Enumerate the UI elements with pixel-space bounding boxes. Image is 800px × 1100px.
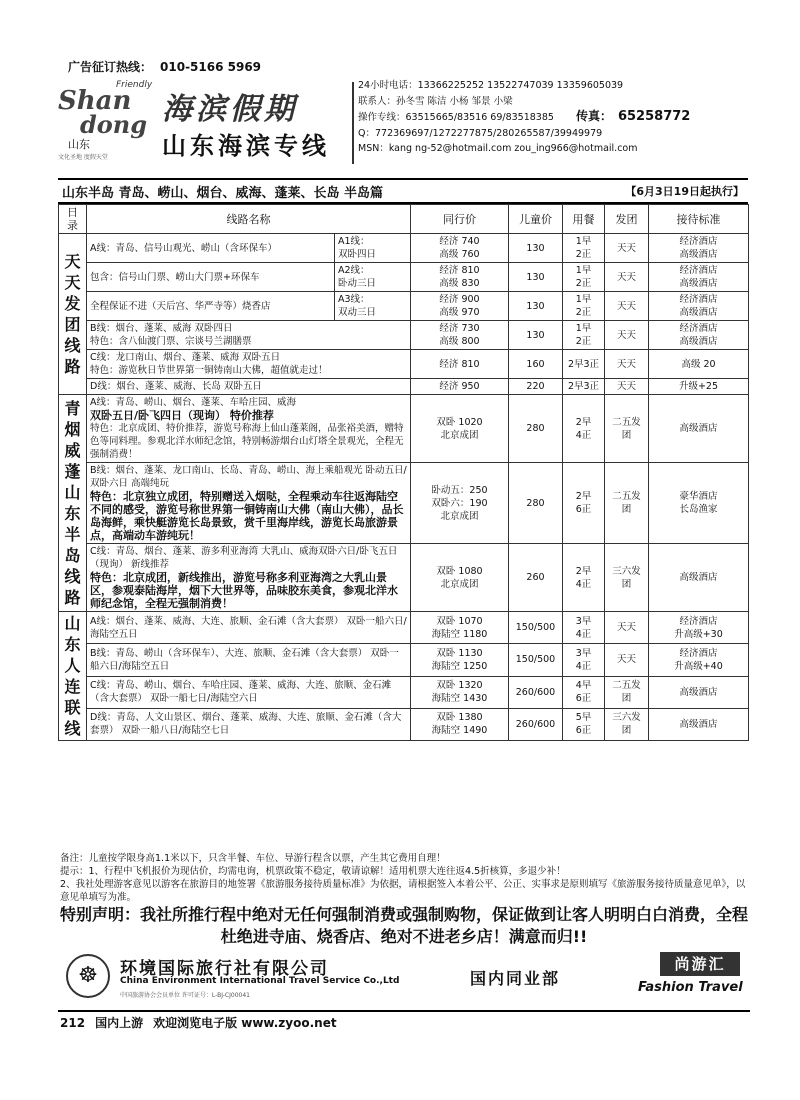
peer-price — [411, 395, 509, 463]
departure: 天天 — [605, 234, 649, 263]
meals-line: 1早 — [575, 323, 592, 334]
footer — [60, 1014, 347, 1031]
accommodation-standard-line: 经济酒店 — [679, 647, 718, 659]
col-header: 线路名称 — [87, 205, 411, 234]
table-header-row — [59, 205, 749, 234]
route-line: B线：烟台、蓬莱、龙口南山、长岛、青岛、崂山、海上乘船观光 卧动五日/双卧六日 高端纯玩 — [90, 465, 407, 489]
accommodation-standard-line: 高级酒店 — [679, 307, 718, 318]
route-line: A线：烟台、蓬莱、威海、大连、旅顺、金石滩（含大套票） 双卧一船六日/海陆空五日 — [90, 615, 407, 640]
peer-price — [411, 612, 509, 644]
departure: 天天 — [605, 644, 649, 676]
route-line: 特色：北京成团、特价推荐，游览号称海上仙山蓬莱阁，品张裕美酒，赠特色等同料理。参观北洋水师纪念馆，特别畅游烟台山灯塔全景观光，全程无强制消费！ — [90, 423, 404, 460]
peer-price-line: 高级 800 — [439, 336, 480, 347]
meals-line: 2早 — [575, 565, 592, 577]
route-line: 特色：北京独立成团，特别赠送入烟哒，全程乘动车往返海陆空不同的感受，游览号称世界第一铜铸南山大佛（南山大佛），品长岛海鲜，乘快艇游览长岛景致，赏千里海岸线，游览长岛旅游景点，高端动车游纯玩！ — [90, 490, 404, 542]
route-line: 全程保证不进（天后宫、华严寺等）烧香店 — [90, 300, 271, 312]
departure: 三六发团 — [605, 708, 649, 740]
accommodation-standard-line: 经济酒店 — [679, 236, 718, 247]
meals-line: 2正 — [575, 336, 592, 347]
group-name: 青烟威蓬山东半岛线路 — [59, 395, 87, 612]
route-line: C线：青岛、烟台、蓬莱、游多利亚海湾 大乳山、威海双卧六日/卧飞五日（现询） 新线推荐 — [90, 546, 398, 570]
note-line: 提示：1、行程中飞机报价为现估价，均需电询，机票政策不稳定，敬请谅解！适用机票大连往返4.5折核算，多退少补！ — [60, 866, 566, 877]
peer-price — [411, 644, 509, 676]
route-line: C线：龙口南山、烟台、蓬莱、威海 双卧五日 — [90, 352, 281, 363]
ad-hotline-phone: 010-5166 5969 — [160, 60, 262, 74]
meals-line: 4早 — [575, 680, 592, 692]
variant-line: 双卧四日 — [338, 249, 377, 260]
meals-line: 3早 — [575, 647, 592, 659]
peer-price-line: 北京成团 — [440, 429, 479, 441]
group-name: 山东人连联线 — [59, 612, 87, 741]
ad-hotline-label: 广告征订热线： — [68, 60, 153, 74]
peer-price — [411, 708, 509, 740]
accommodation-standard — [649, 234, 749, 263]
departure: 天天 — [605, 263, 649, 292]
col-header: 日录 — [59, 205, 87, 234]
route-description — [87, 350, 411, 379]
variant-line: 卧动三日 — [338, 278, 377, 289]
col-header: 接待标准 — [649, 205, 749, 234]
route-description — [87, 321, 411, 350]
peer-price — [411, 292, 509, 321]
meals-line: 1早 — [575, 294, 592, 305]
route-variant — [335, 234, 411, 263]
meals-line: 2正 — [575, 307, 592, 318]
agency-name-en: China Environment International Travel Service Co.,Ltd — [120, 976, 400, 986]
peer-price-line: 双卧 1380 — [436, 712, 483, 724]
peer-price — [411, 676, 509, 708]
table-row — [59, 379, 749, 395]
peer-price-line: 经济 730 — [439, 323, 480, 334]
meals — [563, 676, 605, 708]
table-row — [59, 708, 749, 740]
route-description — [87, 676, 411, 708]
route-description — [87, 463, 411, 544]
brand-title: 海滨假期 — [162, 92, 298, 127]
child-price: 130 — [509, 292, 563, 321]
group-name: 天天发团线路 — [59, 234, 87, 395]
logo-shan: Shan — [58, 86, 132, 116]
child-price: 160 — [509, 350, 563, 379]
child-price: 280 — [509, 395, 563, 463]
route-line: B线：烟台、蓬莱、威海 双卧四日 — [90, 323, 233, 334]
fashion-logo-cn: 尚游汇 — [660, 952, 740, 976]
col-header: 儿童价 — [509, 205, 563, 234]
departure: 天天 — [605, 612, 649, 644]
agency-license: 中国旅游协会会员单位 许可证号：L-BJ-CJ00041 — [120, 992, 250, 999]
table-row — [59, 234, 749, 263]
peer-price-line: 北京成团 — [440, 510, 479, 522]
meals-line: 4正 — [575, 429, 592, 441]
peer-price — [411, 350, 509, 379]
meals — [563, 708, 605, 740]
route-line: D线：烟台、蓬莱、威海、长岛 双卧五日 — [90, 381, 262, 392]
meals-line: 1早 — [575, 236, 592, 247]
accommodation-standard — [649, 292, 749, 321]
accommodation-standard-line: 升高级+40 — [674, 660, 723, 672]
departure: 天天 — [605, 379, 649, 395]
route-description — [87, 708, 411, 740]
peer-price-line: 经济 810 — [439, 358, 480, 370]
peer-price-line: 双卧 1080 — [436, 565, 483, 577]
peer-price-line: 北京成团 — [440, 578, 479, 590]
variant-line: A1线： — [338, 236, 370, 247]
table-row — [59, 544, 749, 612]
peer-price-line: 双卧 1070 — [436, 615, 483, 627]
table-row — [59, 263, 749, 292]
route-line: B线：青岛、崂山（含环保车）、大连、旅顺、金石滩（含大套票） 双卧一船六日/海陆空五日 — [90, 647, 399, 672]
fax-label: 传真： — [575, 109, 612, 123]
department: 国内同业部 — [470, 969, 561, 988]
child-price: 260/600 — [509, 676, 563, 708]
route-table — [58, 204, 749, 741]
accommodation-standard-line: 高级酒店 — [679, 336, 718, 347]
child-price: 150/500 — [509, 612, 563, 644]
meals-line: 6正 — [575, 725, 592, 737]
contact-line-ops — [358, 109, 744, 126]
meals — [563, 379, 605, 395]
peer-price — [411, 321, 509, 350]
meals — [563, 463, 605, 544]
departure: 天天 — [605, 350, 649, 379]
peer-price-line: 海陆空 1430 — [431, 693, 488, 705]
peer-price-line: 高级 760 — [439, 249, 480, 260]
meals-line: 6正 — [575, 693, 592, 705]
meals-line: 5早 — [575, 712, 592, 724]
meals-line: 3早 — [575, 615, 592, 627]
agency-seal-icon: ☸ — [66, 954, 110, 998]
route-description — [87, 644, 411, 676]
route-description — [87, 612, 411, 644]
route-description — [87, 234, 335, 263]
peer-price — [411, 463, 509, 544]
footer-section: 国内上游 — [95, 1016, 144, 1030]
contact-line: 24小时电话：13366225252 13522747039 13359605039 — [358, 80, 624, 91]
accommodation-standard — [649, 708, 749, 740]
notes — [60, 852, 748, 904]
departure: 二五发团 — [605, 676, 649, 708]
peer-price — [411, 234, 509, 263]
departure: 二五发团 — [605, 463, 649, 544]
accommodation-standard-line: 经济酒店 — [679, 323, 718, 334]
meals — [563, 292, 605, 321]
peer-price-line: 经济 900 — [439, 294, 480, 305]
peer-price-line: 经济 810 — [439, 265, 480, 276]
table-row — [59, 676, 749, 708]
accommodation-standard — [649, 321, 749, 350]
variant-line: A2线： — [338, 265, 370, 276]
meals — [563, 321, 605, 350]
accommodation-standard-line: 经济酒店 — [679, 265, 718, 276]
route-line: C线：青岛、崂山、烟台、车哈庄园、蓬莱、威海、大连、旅顺、金石滩（含大套票） 双卧一船七日/海陆空六日 — [90, 680, 392, 705]
logo-tagline: 文化圣地 度假天堂 — [58, 154, 108, 161]
departure: 三六发团 — [605, 544, 649, 612]
variant-line: A3线： — [338, 294, 370, 305]
child-price: 280 — [509, 463, 563, 544]
table-row — [59, 644, 749, 676]
meals-line: 2正 — [575, 249, 592, 260]
accommodation-standard — [649, 350, 749, 379]
header-divider — [352, 82, 354, 164]
child-price: 150/500 — [509, 644, 563, 676]
route-description — [87, 292, 335, 321]
route-variant — [335, 292, 411, 321]
table-row — [59, 321, 749, 350]
logo-sub: 山东 — [68, 138, 90, 151]
route-line: 双卧五日/卧飞四日（现询） 特价推荐 — [90, 409, 274, 422]
accommodation-standard — [649, 263, 749, 292]
accommodation-standard-line: 经济酒店 — [679, 615, 718, 627]
peer-price — [411, 263, 509, 292]
departure: 二五发团 — [605, 395, 649, 463]
agency-name: 环境国际旅行社有限公司 — [120, 959, 329, 979]
contact-line: 联系人：孙冬雪 陈洁 小杨 邹景 小梁 — [358, 95, 513, 107]
accommodation-standard-line: 高级酒店 — [679, 572, 718, 583]
peer-price-line: 高级 970 — [439, 307, 480, 318]
accommodation-standard-line: 豪华酒店 — [679, 491, 718, 502]
table-row — [59, 350, 749, 379]
meals-line: 4正 — [575, 660, 592, 672]
route-line: 特色：北京成团，新线推出，游览号称多利亚海湾之大乳山景区，参观泰陆海岸，烟下大世界等，品味胶东美食，参观北洋水师纪念馆，全程无强制消费！ — [90, 571, 398, 610]
meals — [563, 612, 605, 644]
agency-banner — [60, 950, 750, 1006]
shandong-logo — [58, 80, 158, 161]
route-description — [87, 379, 411, 395]
child-price: 130 — [509, 234, 563, 263]
meals — [563, 234, 605, 263]
accommodation-standard — [649, 395, 749, 463]
fax-value: 65258772 — [617, 109, 691, 124]
meals — [563, 395, 605, 463]
peer-price-line: 经济 740 — [439, 236, 480, 247]
table-body — [59, 234, 749, 741]
col-header: 用餐 — [563, 205, 605, 234]
meals — [563, 263, 605, 292]
meals — [563, 544, 605, 612]
accommodation-standard-line: 高级酒店 — [679, 686, 718, 698]
special-statement: 特别声明：我社所推行程中绝对无任何强制消费或强制购物，保证做到让客人明明白白消费，全程杜绝进寺庙、烧香店、绝对不进老乡店！满意而归!! — [60, 905, 749, 946]
peer-price-line: 海陆空 1250 — [431, 660, 488, 672]
accommodation-standard — [649, 544, 749, 612]
accommodation-standard-line: 升级+25 — [678, 381, 719, 392]
table-row — [59, 395, 749, 463]
route-line: 特色：游览秋日节世界第一铜铸南山大佛，超值就走过！ — [90, 365, 328, 376]
fashion-logo-en: Fashion Travel — [638, 980, 743, 995]
child-price: 260 — [509, 544, 563, 612]
logo-dong: dong — [80, 110, 148, 139]
logo-friendly: Friendly — [116, 80, 153, 90]
departure: 天天 — [605, 321, 649, 350]
peer-price-line: 双卧 1020 — [436, 416, 483, 428]
peer-price-line: 经济 950 — [439, 381, 480, 392]
meals-line: 2早3正 — [567, 381, 600, 392]
ad-hotline — [60, 58, 261, 75]
departure: 天天 — [605, 292, 649, 321]
peer-price-line: 双卧 1320 — [436, 680, 483, 692]
route-line: 包含：信号山门票、崂山大门票+环保车 — [90, 271, 260, 283]
accommodation-standard-line: 高级酒店 — [679, 249, 718, 260]
route-line: 特色：含八仙渡门票、宗谈号兰湖膳票 — [90, 336, 252, 347]
header — [58, 76, 744, 166]
meals — [563, 350, 605, 379]
route-description — [87, 395, 411, 463]
section-titlebar — [58, 178, 748, 204]
table-row — [59, 292, 749, 321]
child-price: 130 — [509, 263, 563, 292]
table-row — [59, 612, 749, 644]
peer-price — [411, 544, 509, 612]
route-line: A线：青岛、信号山观光、崂山（含环保车） — [90, 242, 277, 254]
accommodation-standard-line: 升高级+30 — [674, 628, 723, 640]
meals — [563, 644, 605, 676]
note-line: 2、我社处理游客意见以游客在旅游目的地签署《旅游服务接待质量标准》为依据，请根据签入本着公平、公正、实事求是原则填写《旅游服务接待质量意见单》，以意见单填写为准。 — [60, 879, 746, 903]
child-price: 220 — [509, 379, 563, 395]
meals-line: 4正 — [575, 628, 592, 640]
route-description — [87, 263, 335, 292]
note-line: 备注：儿童按学限身高1.1米以下，只含半餐、车位、导游行程含以票，产生其它费用自理！ — [60, 853, 446, 864]
child-price: 130 — [509, 321, 563, 350]
accommodation-standard — [649, 612, 749, 644]
route-variant — [335, 263, 411, 292]
contact-line: Q：772369697/1272277875/280265587/39949979 — [358, 127, 603, 139]
child-price: 260/600 — [509, 708, 563, 740]
contact-line: MSN：kang ng-52@hotmail.com zou_ing966@hotmail.com — [358, 143, 638, 154]
footer-rule — [58, 1010, 750, 1012]
accommodation-standard-line: 长岛渔家 — [679, 504, 718, 515]
accommodation-standard-line: 高级酒店 — [679, 278, 718, 289]
fashion-travel-logo — [622, 952, 748, 1000]
route-description — [87, 544, 411, 612]
brand-subtitle: 山东海滨专线 — [162, 131, 330, 160]
variant-line: 双动三日 — [338, 307, 377, 318]
meals-line: 2早 — [575, 416, 592, 428]
ops-line: 操作专线：63515665/83516 69/83518385 — [358, 112, 554, 123]
accommodation-standard-line: 高级酒店 — [679, 423, 718, 434]
peer-price-line: 海陆空 1490 — [431, 725, 488, 737]
route-line: A线：青岛、崂山、烟台、蓬莱、车哈庄园、威海 — [90, 397, 296, 408]
accommodation-standard — [649, 644, 749, 676]
peer-price-line: 卧动五：250 — [431, 484, 488, 496]
contact-block — [358, 78, 744, 157]
peer-price-line: 高级 830 — [439, 278, 480, 289]
col-header: 发团 — [605, 205, 649, 234]
meals-line: 1早 — [575, 265, 592, 276]
meals-line: 6正 — [575, 504, 592, 515]
accommodation-standard — [649, 463, 749, 544]
table-row — [59, 463, 749, 544]
route-line: D线：青岛、人文山景区、烟台、蓬莱、威海、大连、旅顺、金石滩（含大套票） 双卧一船八日/海陆空七日 — [90, 712, 402, 737]
accommodation-standard-line: 高级酒店 — [679, 718, 718, 730]
meals-line: 2正 — [575, 278, 592, 289]
meals-line: 2早3正 — [567, 358, 600, 370]
page-number: 212 — [60, 1016, 86, 1030]
meals-line: 4正 — [575, 578, 592, 590]
peer-price — [411, 379, 509, 395]
footer-site: 欢迎浏览电子版 www.zyoo.net — [153, 1016, 337, 1030]
peer-price-line: 双卧六：190 — [431, 497, 488, 509]
section-title: 山东半岛 青岛、崂山、烟台、威海、蓬莱、长岛 半岛篇 — [62, 186, 384, 201]
peer-price-line: 双卧 1130 — [436, 647, 483, 659]
effective-date: 【6月3日19日起执行】 — [625, 185, 744, 198]
accommodation-standard — [649, 379, 749, 395]
accommodation-standard-line: 高级 20 — [681, 358, 716, 370]
accommodation-standard — [649, 676, 749, 708]
peer-price-line: 海陆空 1180 — [431, 628, 488, 640]
meals-line: 2早 — [575, 491, 592, 502]
accommodation-standard-line: 经济酒店 — [679, 294, 718, 305]
col-header: 同行价 — [411, 205, 509, 234]
